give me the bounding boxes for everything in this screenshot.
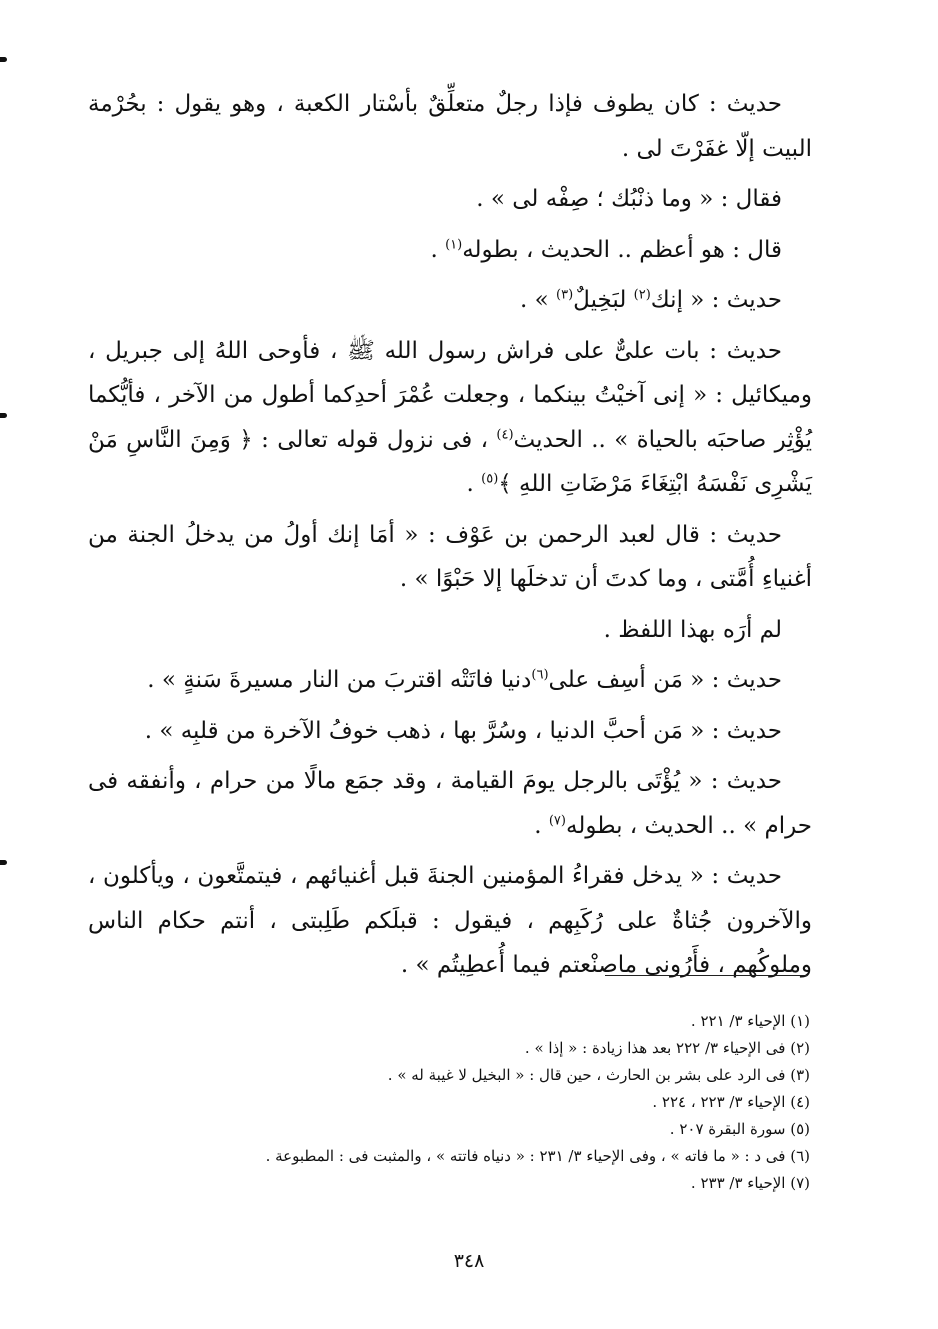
footnote-6: (٦) فى د : « ما فاته » ، وفى الإحياء ٣/ ٢٣١ : « دنياه فاتته » ، والمثبت فى : المطبوعة . [265,1147,810,1165]
paragraph-9 [88,709,812,754]
paragraph-4-text: حديث : « إنك [650,287,782,313]
paragraph-10 [88,759,812,848]
note-ref-1: (١) [445,236,463,252]
paragraph-5-end: . [466,471,482,497]
paragraph-7-text: لم أرَه بهذا اللفظ . [603,616,782,643]
paragraph-3-end: . [430,236,446,263]
note-ref-7: (٧) [548,812,566,828]
paragraph-10-text: حديث : « يُؤْتَى بالرجل يومَ القيامة ، وقد جمَع مالًا من حرام ، وأنفقه فى حرام » .. الحديث ، بطوله [88,768,812,839]
footnote-5: (٥) سورة البقرة ٢٠٧ . [669,1120,810,1138]
note-ref-6-open: ( [543,667,549,683]
paragraph-3 [88,228,812,273]
paragraph-6 [88,513,812,602]
paragraph-11 [88,854,812,988]
paragraph-8-text: حديث : « مَن أسِف على [548,667,782,693]
paragraph-8-tail: اقتربَ من النار مسيرةَ سَنةٍ » . [147,667,450,693]
left-edge-mark-3 [0,860,7,865]
paragraph-4 [88,278,812,323]
paragraph-2 [88,177,812,222]
footnote-4: (٤) الإحياء ٣/ ٢٢٣ ، ٢٢٤ . [652,1093,810,1111]
paragraph-11-text: حديث : « يدخل فقراءُ المؤمنين الجنةَ قبل أغنيائهم ، فيتمتَّعون ، ويأكلون ، والآخرون جُثاةٌ على رُكَبِهم ، فيقول : قبلَكم طَلِبتى ، أنتم حكام الناس وملوكُهم ، فأَرُونى ماصنْعتم فيما أُعطِيتُم » . [88,863,812,978]
footnote-separator [605,975,807,976]
left-edge-mark-1 [0,57,7,62]
paragraph-2-text: فقال : « وما ذنْبُك ؛ صِفْه لى » . [476,186,782,212]
paragraph-7 [88,608,812,653]
paragraph-10-end: . [534,812,549,839]
note-ref-2: (٢) [633,287,651,303]
paragraph-8-mid: دنيا فاتَتْه [449,667,532,693]
left-edge-mark-2 [0,413,7,418]
paragraph-5-tail: ، فى نزول قوله تعالى : ﴿ وَمِنَ النَّاسِ مَنْ يَشْرِى نَفْسَهُ ابْتِغَاءَ مَرْضَاتِ اللهِ ﴾ [88,426,812,497]
note-ref-4: (٤) [496,426,514,442]
paragraph-5 [88,329,812,507]
paragraph-1 [88,82,812,171]
paragraph-3-text: قال : هو أعظم .. الحديث ، بطوله [462,236,782,263]
footnote-3: (٣) فى الرد على بشر بن الحارث ، حين قال : « البخيل لا غيبة له » . [387,1066,810,1084]
paragraph-6-text: حديث : قال لعبد الرحمن بن عَوْف : « أمَا إنك أولُ من يدخلُ الجنة من أغنياءِ أُمَّتى ، وما كدتَ أن تدخلَها إلا حَبْوًا » . [88,521,812,592]
main-text [88,82,812,994]
footnote-2: (٢) فى الإحياء ٣/ ٢٢٢ بعد هذا زيادة : « إذا » . [524,1039,810,1057]
paragraph-8 [88,658,812,703]
paragraph-1-text: حديث : كان يطوف فإذا رجلٌ متعلِّقٌ بأسْتار الكعبة ، وهو يقول : بحُرْمة البيت إلّا غفَرْتَ لى . [88,91,812,162]
note-ref-6 [531,667,548,682]
paragraph-9-text: حديث : « مَن أحبَّ الدنيا ، وسُرَّ بها ، ذهب خوفُ الآخرة من قلبِه » . [144,717,782,744]
paragraph-4-mid: لبَخِيلٌ [573,287,634,313]
footnote-7: (٧) الإحياء ٣/ ٢٣٣ . [690,1174,810,1192]
footnote-1: (١) الإحياء ٣/ ٢٢١ . [690,1012,810,1030]
note-ref-3: (٣) [556,287,574,303]
note-ref-6-num: ٦) [531,667,544,683]
page-number: ٣٤٨ [453,1250,485,1272]
paragraph-5-text: حديث : بات علىٌّ على فراش رسول الله ﷺ ، فأوحى اللهُ إلى جبريل ، وميكائيل : « إنى آخيْتُ بينكما ، وجعلت عُمْرَ أحدِكما أطول من الآخر ، فأيُّكما يُؤْثِر صاحبَه بالحياة » .. الحديث [88,337,813,453]
note-ref-5: (٥) [481,471,499,487]
footnotes [150,1008,810,1197]
paragraph-4-end: » . [520,287,557,313]
